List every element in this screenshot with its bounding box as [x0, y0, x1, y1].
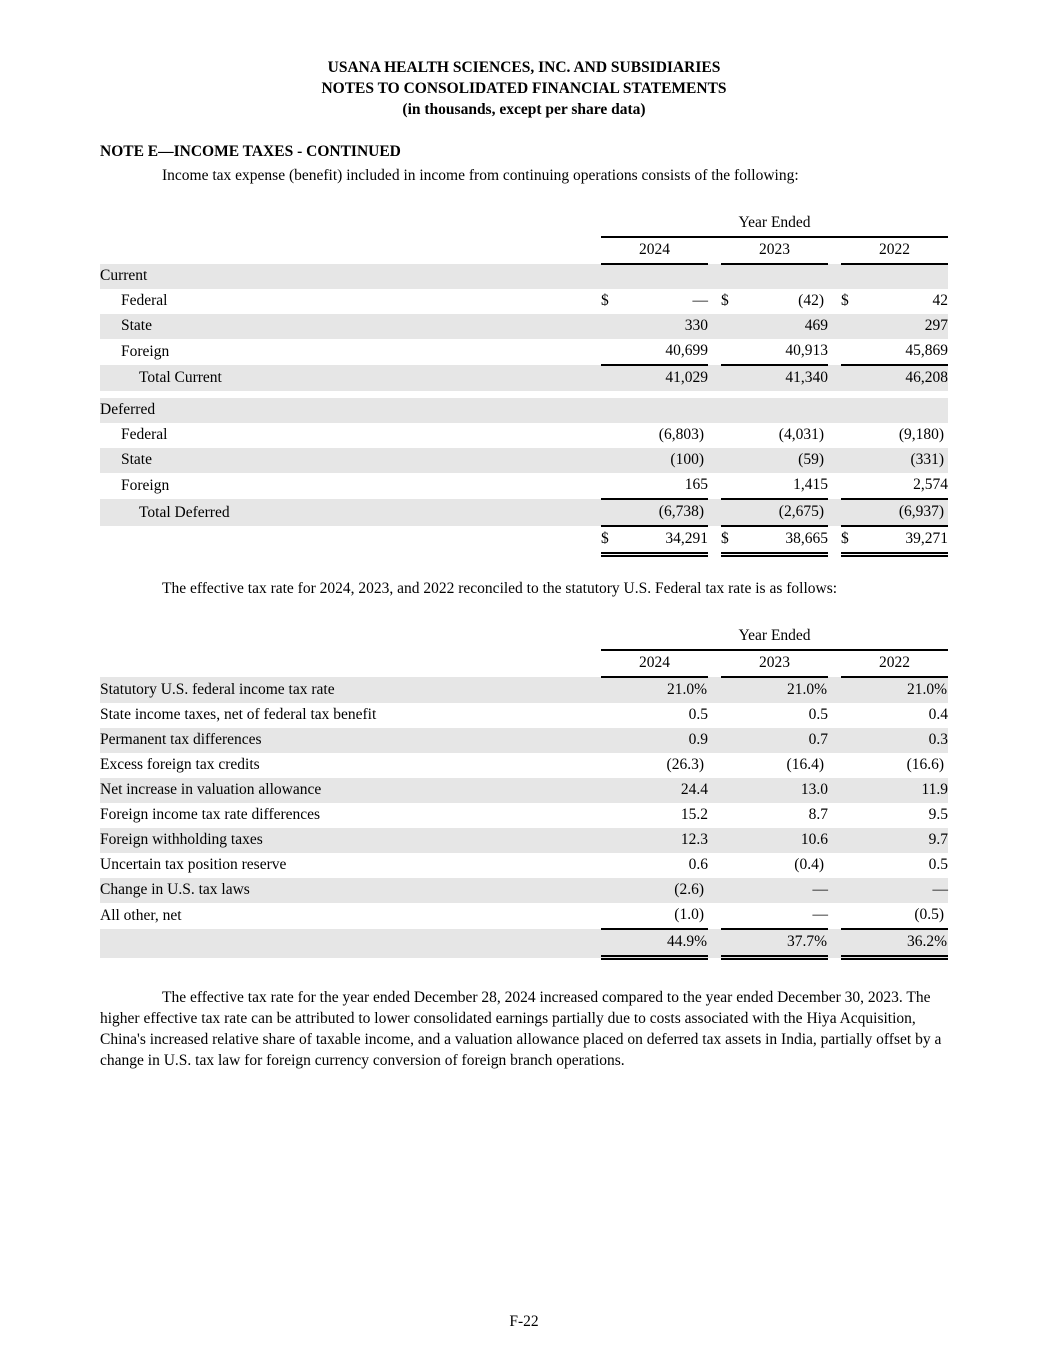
cell-value — [623, 391, 708, 398]
cell-value: (6,937) — [863, 499, 948, 526]
cell-value: 21.0% — [863, 677, 948, 703]
cell-value: 1,415 — [743, 473, 828, 499]
column-gap — [708, 365, 721, 391]
cell-value: 21.0% — [743, 677, 828, 703]
year-column-header: 2023 — [721, 650, 828, 677]
cell-value: 41,029 — [623, 365, 708, 391]
column-gap — [828, 365, 841, 391]
dollar-spacer-cell — [721, 398, 743, 423]
table-corner-cell — [100, 624, 601, 650]
cell-value — [623, 264, 708, 289]
cell-value — [743, 264, 828, 289]
cell-value: 297 — [863, 314, 948, 339]
row-label — [100, 526, 601, 555]
cell-value — [623, 398, 708, 423]
cell-value — [743, 398, 828, 423]
column-gap — [708, 650, 721, 677]
cell-value: (16.6) — [906, 756, 945, 773]
cell-value — [863, 391, 948, 398]
table-row — [100, 703, 948, 728]
dollar-spacer-cell — [601, 339, 623, 365]
document-header — [0, 0, 1048, 120]
row-label: Change in U.S. tax laws — [100, 878, 601, 903]
column-gap — [828, 473, 841, 499]
cell-value: (0.4) — [794, 856, 824, 873]
cell-value: 38,665 — [743, 526, 828, 555]
column-gap — [828, 237, 841, 264]
cell-value: 165 — [623, 473, 708, 499]
column-gap — [828, 339, 841, 365]
row-label: Net increase in valuation allowance — [100, 778, 601, 803]
dollar-spacer-cell — [601, 365, 623, 391]
column-gap — [708, 264, 721, 289]
dollar-spacer-cell — [601, 853, 623, 878]
row-label: Foreign income tax rate differences — [100, 806, 321, 823]
column-gap — [708, 339, 721, 365]
cell-value: 9.5 — [928, 806, 949, 823]
dollar-spacer-cell — [601, 878, 623, 903]
row-label: Foreign withholding taxes — [100, 828, 601, 853]
dollar-spacer-cell — [841, 703, 863, 728]
dollar-spacer-cell — [841, 728, 863, 753]
dollar-spacer-cell — [841, 753, 863, 778]
table-row — [100, 314, 948, 339]
dollar-spacer-cell — [841, 677, 863, 703]
cell-value: (2.6) — [623, 878, 708, 903]
year-column-header: 2022 — [841, 650, 948, 677]
cell-value: 0.3 — [863, 728, 948, 753]
dollar-spacer-cell — [721, 853, 743, 878]
table-row — [100, 499, 948, 526]
cell-value: 15.2 — [680, 806, 708, 823]
cell-value: 37.7% — [743, 929, 828, 958]
row-label — [100, 391, 601, 398]
column-gap — [828, 778, 841, 803]
dollar-spacer-cell — [601, 448, 623, 473]
cell-value: (16.4) — [786, 756, 824, 773]
column-gap — [828, 703, 841, 728]
intro-paragraph: Income tax expense (benefit) included in income from continuing operations consists of the following: — [162, 167, 799, 184]
column-gap — [708, 903, 721, 929]
dollar-spacer-cell — [841, 929, 863, 958]
currency-symbol: $ — [601, 526, 623, 555]
cell-value — [863, 264, 948, 289]
dollar-spacer-cell — [601, 703, 623, 728]
dollar-spacer-cell — [721, 677, 743, 703]
cell-value — [743, 391, 828, 398]
dollar-spacer-cell — [601, 423, 623, 448]
dollar-spacer-cell — [721, 929, 743, 958]
dollar-spacer-cell — [841, 365, 863, 391]
cell-value: (100) — [623, 448, 708, 473]
table-row — [100, 929, 948, 958]
cell-value: 44.9% — [623, 929, 708, 958]
cell-value: 469 — [743, 314, 828, 339]
column-gap — [708, 391, 721, 398]
column-gap — [828, 289, 841, 314]
dollar-spacer-cell — [841, 903, 863, 929]
row-label: Total Deferred — [100, 499, 601, 526]
cell-value: 13.0 — [743, 778, 828, 803]
cell-value: (42) — [798, 292, 824, 309]
cell-value: 36.2% — [863, 929, 948, 958]
column-gap — [708, 753, 721, 778]
dollar-spacer-cell — [841, 423, 863, 448]
income-tax-expense-table — [100, 211, 948, 557]
dollar-spacer-cell — [841, 499, 863, 526]
cell-value: 24.4 — [623, 778, 708, 803]
row-label: Statutory U.S. federal income tax rate — [100, 677, 601, 703]
table-row — [100, 339, 948, 365]
cell-value: 8.7 — [808, 806, 828, 823]
cell-value: 40,913 — [743, 339, 828, 365]
dollar-spacer-cell — [841, 264, 863, 289]
cell-value: 39,271 — [863, 526, 948, 555]
table-corner-cell — [100, 237, 601, 264]
dollar-spacer-cell — [841, 339, 863, 365]
dollar-spacer-cell — [721, 828, 743, 853]
table-row — [100, 365, 948, 391]
cell-value: 2,574 — [863, 473, 948, 499]
column-gap — [708, 853, 721, 878]
dollar-spacer-cell — [721, 314, 743, 339]
dollar-spacer-cell — [601, 903, 623, 929]
reconciliation-paragraph: The effective tax rate for 2024, 2023, and 2022 reconciled to the statutory U.S. Federal tax rate is as follows: — [162, 580, 838, 597]
company-name: USANA HEALTH SCIENCES, INC. AND SUBSIDIARIES — [327, 59, 721, 76]
column-gap — [708, 423, 721, 448]
dollar-spacer-cell — [601, 473, 623, 499]
column-gap — [708, 778, 721, 803]
column-gap — [828, 526, 841, 555]
effective-tax-rate-table — [100, 624, 948, 960]
dollar-spacer-cell — [721, 703, 743, 728]
row-label: Federal — [121, 426, 168, 443]
table-row — [100, 828, 948, 853]
column-gap — [708, 803, 721, 828]
dollar-spacer-cell — [841, 828, 863, 853]
dollar-spacer-cell — [601, 264, 623, 289]
table-corner-cell — [100, 650, 601, 677]
table-row — [100, 753, 948, 778]
row-label: Total Current — [100, 365, 601, 391]
dollar-spacer-cell — [721, 803, 743, 828]
dollar-spacer-cell — [841, 853, 863, 878]
note-heading: NOTE E—INCOME TAXES - CONTINUED — [100, 143, 401, 160]
dollar-spacer-cell — [841, 391, 863, 398]
column-gap — [828, 264, 841, 289]
column-gap — [828, 903, 841, 929]
row-label: Federal — [121, 292, 168, 309]
currency-symbol: $ — [601, 292, 609, 309]
cell-value: 21.0% — [623, 677, 708, 703]
cell-value: 42 — [932, 292, 949, 309]
table-row — [100, 264, 948, 289]
column-gap — [708, 929, 721, 958]
table-row — [100, 448, 948, 473]
cell-value: 11.9 — [863, 778, 948, 803]
row-label: Deferred — [100, 398, 601, 423]
cell-value: (26.3) — [666, 756, 704, 773]
cell-value: 0.5 — [808, 706, 828, 723]
cell-value: 34,291 — [623, 526, 708, 555]
dollar-spacer-cell — [601, 677, 623, 703]
dollar-spacer-cell — [601, 753, 623, 778]
cell-value: 12.3 — [623, 828, 708, 853]
units-note: (in thousands, except per share data) — [402, 101, 646, 118]
dollar-spacer-cell — [601, 803, 623, 828]
row-label: Current — [100, 264, 601, 289]
row-label: State — [100, 314, 601, 339]
dollar-spacer-cell — [841, 473, 863, 499]
cell-value: (9,180) — [898, 426, 945, 443]
dollar-spacer-cell — [841, 878, 863, 903]
column-gap — [708, 237, 721, 264]
dollar-spacer-cell — [721, 365, 743, 391]
cell-value: 46,208 — [863, 365, 948, 391]
table-corner-cell — [100, 211, 601, 237]
row-label: Foreign — [121, 343, 170, 360]
cell-value: (6,803) — [658, 426, 704, 443]
cell-value: — — [743, 878, 828, 903]
column-gap — [708, 526, 721, 555]
column-gap — [828, 753, 841, 778]
year-column-header: 2024 — [601, 650, 708, 677]
currency-symbol: $ — [721, 526, 743, 555]
table-row — [100, 903, 948, 929]
cell-value: 10.6 — [743, 828, 828, 853]
dollar-spacer-cell — [841, 778, 863, 803]
period-header: Year Ended — [601, 211, 948, 237]
dollar-spacer-cell — [601, 728, 623, 753]
column-gap — [708, 499, 721, 526]
cell-value: — — [692, 292, 708, 309]
table-row — [100, 526, 948, 555]
row-label: Uncertain tax position reserve — [100, 856, 287, 873]
cell-value: 0.5 — [928, 856, 949, 873]
dollar-spacer-cell — [601, 314, 623, 339]
table-row — [100, 878, 948, 903]
currency-symbol: $ — [841, 292, 849, 309]
cell-value: 9.7 — [863, 828, 948, 853]
column-gap — [828, 423, 841, 448]
cell-value: — — [863, 878, 948, 903]
column-gap — [708, 703, 721, 728]
column-gap — [828, 728, 841, 753]
column-gap — [708, 473, 721, 499]
dollar-spacer-cell — [721, 473, 743, 499]
dollar-spacer-cell — [721, 339, 743, 365]
column-gap — [828, 828, 841, 853]
dollar-spacer-cell — [721, 728, 743, 753]
dollar-spacer-cell — [841, 314, 863, 339]
column-gap — [708, 828, 721, 853]
dollar-spacer-cell — [841, 398, 863, 423]
cell-value: 40,699 — [623, 339, 708, 365]
column-gap — [828, 391, 841, 398]
column-gap — [708, 314, 721, 339]
cell-value: (6,738) — [623, 499, 708, 526]
column-gap — [708, 398, 721, 423]
column-gap — [828, 677, 841, 703]
year-column-header: 2023 — [721, 237, 828, 264]
currency-symbol: $ — [841, 526, 863, 555]
table-row — [100, 423, 948, 448]
cell-value: 0.7 — [743, 728, 828, 753]
statements-title: NOTES TO CONSOLIDATED FINANCIAL STATEMENTS — [321, 80, 727, 97]
year-column-header: 2022 — [841, 237, 948, 264]
row-label — [100, 929, 601, 958]
cell-value: 0.4 — [928, 706, 949, 723]
column-gap — [828, 803, 841, 828]
column-gap — [828, 878, 841, 903]
table-row — [100, 473, 948, 499]
cell-value: (0.5) — [863, 903, 948, 929]
column-gap — [828, 448, 841, 473]
cell-value: (2,675) — [743, 499, 828, 526]
cell-value — [863, 398, 948, 423]
cell-value: (59) — [743, 448, 828, 473]
dollar-spacer-cell — [721, 878, 743, 903]
table-row — [100, 398, 948, 423]
table-row — [100, 289, 948, 314]
dollar-spacer-cell — [721, 448, 743, 473]
cell-value: 330 — [623, 314, 708, 339]
currency-symbol: $ — [721, 292, 729, 309]
spacer-row — [100, 391, 948, 398]
table-row — [100, 778, 948, 803]
column-gap — [708, 448, 721, 473]
cell-value: 0.6 — [688, 856, 708, 873]
cell-value: (331) — [863, 448, 948, 473]
dollar-spacer-cell — [601, 499, 623, 526]
cell-value: 0.5 — [688, 706, 708, 723]
year-column-header: 2024 — [601, 237, 708, 264]
cell-value: 0.9 — [623, 728, 708, 753]
dollar-spacer-cell — [721, 264, 743, 289]
dollar-spacer-cell — [721, 391, 743, 398]
dollar-spacer-cell — [841, 803, 863, 828]
dollar-spacer-cell — [601, 778, 623, 803]
row-label: All other, net — [100, 907, 182, 924]
dollar-spacer-cell — [601, 828, 623, 853]
dollar-spacer-cell — [841, 448, 863, 473]
table-row — [100, 803, 948, 828]
table-row — [100, 853, 948, 878]
row-label: State — [100, 448, 601, 473]
cell-value: (1.0) — [623, 903, 708, 929]
cell-value: (4,031) — [778, 426, 824, 443]
dollar-spacer-cell — [601, 398, 623, 423]
dollar-spacer-cell — [721, 903, 743, 929]
row-label: State income taxes, net of federal tax benefit — [100, 706, 377, 723]
column-gap — [708, 289, 721, 314]
dollar-spacer-cell — [721, 753, 743, 778]
row-label: Permanent tax differences — [100, 728, 601, 753]
cell-value: — — [743, 903, 828, 929]
row-label: Excess foreign tax credits — [100, 756, 260, 773]
column-gap — [708, 728, 721, 753]
column-gap — [828, 853, 841, 878]
table-row — [100, 677, 948, 703]
table-row — [100, 728, 948, 753]
dollar-spacer-cell — [721, 499, 743, 526]
column-gap — [708, 677, 721, 703]
dollar-spacer-cell — [601, 929, 623, 958]
dollar-spacer-cell — [721, 778, 743, 803]
column-gap — [828, 398, 841, 423]
closing-paragraph: The effective tax rate for the year ended December 28, 2024 increased compared to the year ended December 30, 2023. The higher effective tax rate can be attributed to lower consolidated earnings partially due to costs associated with the Hiya Acquisition, China's increased relative share of taxable income, and a valuation allowance placed on deferred tax assets in India, partially offset by a change in U.S. tax law for foreign currency conversion of foreign branch operations. — [100, 989, 942, 1069]
column-gap — [708, 878, 721, 903]
period-header: Year Ended — [601, 624, 948, 650]
column-gap — [828, 650, 841, 677]
cell-value: 41,340 — [743, 365, 828, 391]
column-gap — [828, 314, 841, 339]
cell-value: 45,869 — [863, 339, 948, 365]
row-label: Foreign — [121, 477, 170, 494]
column-gap — [828, 929, 841, 958]
dollar-spacer-cell — [601, 391, 623, 398]
column-gap — [828, 499, 841, 526]
dollar-spacer-cell — [721, 423, 743, 448]
page-number: F-22 — [509, 1313, 539, 1330]
